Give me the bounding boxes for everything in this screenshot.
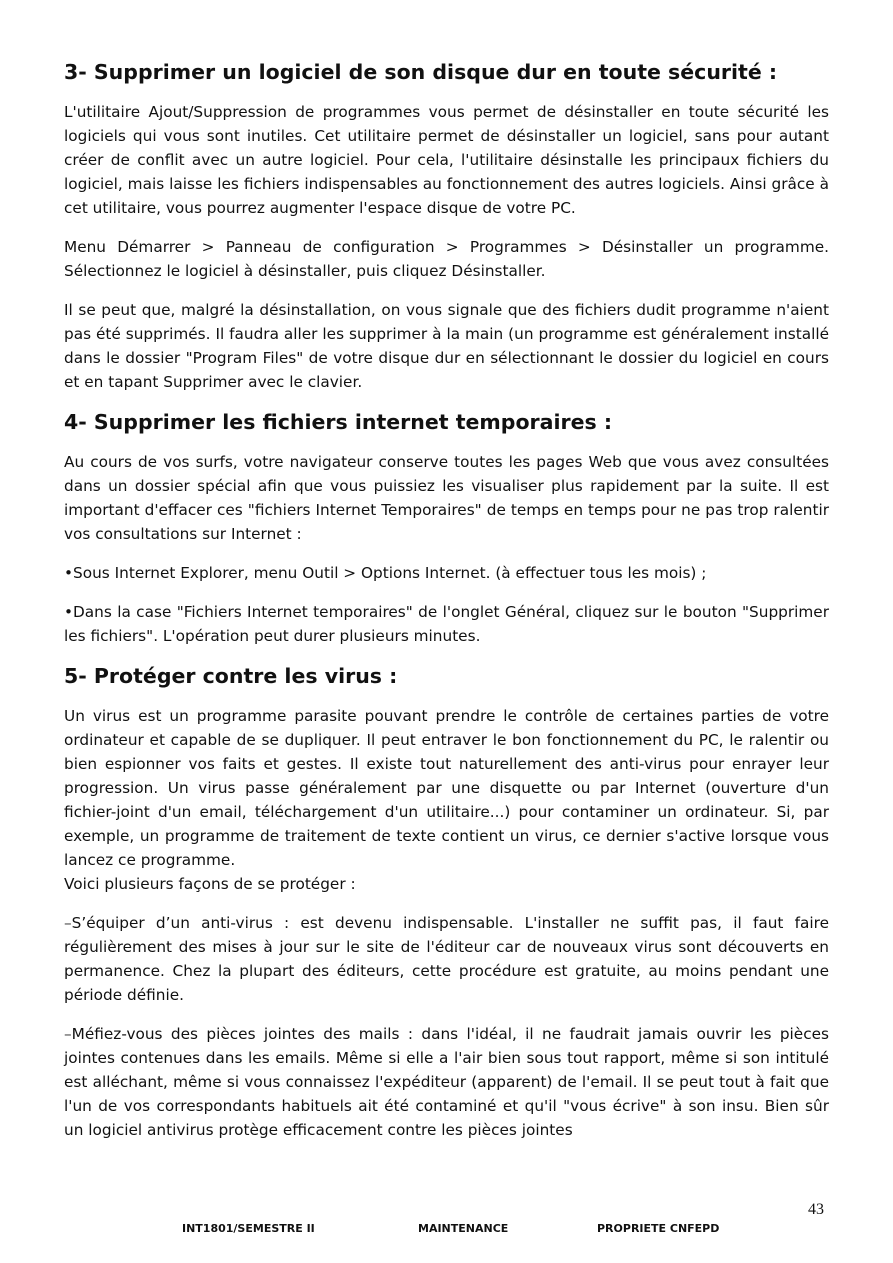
paragraph: Menu Démarrer > Panneau de configuration > Programmes > Désinstaller un programme. Sélectionnez le logiciel à désinstaller, puis cliquez Désinstaller. bbox=[64, 238, 829, 280]
paragraph: Voici plusieurs façons de se protéger : bbox=[64, 875, 356, 893]
paragraph: Il se peut que, malgré la désinstallation, on vous signale que des fichiers dudit programme n'aient pas été supprimés. Il faudra aller les supprimer à la main (un programme est généralement installé dans le dossier "Program Files" de votre disque dur en sélectionnant le dossier du logiciel en cours et en tapant Supprimer avec le clavier. bbox=[64, 301, 829, 391]
section-heading: 5- Protéger contre les virus : bbox=[64, 664, 398, 688]
page-footer bbox=[0, 1218, 893, 1238]
dash-item bbox=[64, 1022, 829, 1142]
section-uninstall-software bbox=[64, 58, 829, 394]
section-temp-internet-files bbox=[64, 408, 829, 648]
bullet-text: Sous Internet Explorer, menu Outil > Options Internet. (à effectuer tous les mois) ; bbox=[73, 564, 707, 582]
footer-subject: MAINTENANCE bbox=[418, 1222, 509, 1235]
section-heading: 3- Supprimer un logiciel de son disque dur en toute sécurité : bbox=[64, 60, 778, 84]
bullet-icon bbox=[64, 564, 73, 582]
bullet-item bbox=[64, 561, 829, 585]
dash-icon bbox=[64, 914, 72, 932]
dash-icon bbox=[64, 1025, 72, 1043]
bullet-item bbox=[64, 600, 829, 648]
footer-course-code: INT1801/SEMESTRE II bbox=[182, 1222, 315, 1235]
bullet-text: Dans la case "Fichiers Internet temporaires" de l'onglet Général, cliquez sur le bouton "Supprimer les fichiers". L'opération peut durer plusieurs minutes. bbox=[64, 603, 829, 645]
footer-owner: PROPRIETE CNFEPD bbox=[597, 1222, 720, 1235]
dash-item bbox=[64, 911, 829, 1007]
paragraph: Un virus est un programme parasite pouvant prendre le contrôle de certaines parties de votre ordinateur et capable de se dupliquer. Il peut entraver le bon fonctionnement du PC, le ralentir ou bien espionner vos faits et gestes. Il existe tout naturellement des anti-virus pour enrayer leur progression. Un virus passe généralement par une disquette ou par Internet (ouverture d'un fichier-joint d'un email, téléchargement d'un utilitaire...) pour contaminer un ordinateur. Si, par exemple, un programme de traitement de texte contient un virus, ce dernier s'active lorsque vous lancez ce programme. bbox=[64, 707, 829, 869]
document-page bbox=[64, 58, 829, 1142]
page-number: 43 bbox=[808, 1201, 824, 1218]
dash-text: Méfiez-vous des pièces jointes des mails : dans l'idéal, il ne faudrait jamais ouvrir les pièces jointes contenues dans les emails. Même si elle a l'air bien sous tout rapport, même si son intitulé est alléchant, même si vous connaissez l'expéditeur (apparent) de l'email. Il se peut tout à fait que l'un de vos correspondants habituels ait été contaminé et qu'il "vous écrive" à son insu. Bien sûr un logiciel antivirus protège efficacement contre les pièces jointes bbox=[64, 1025, 829, 1139]
dash-text: S’équiper d’un anti-virus : est devenu indispensable. L'installer ne suffit pas, il faut faire régulièrement des mises à jour sur le site de l'éditeur car de nouveaux virus sont découverts en permanence. Chez la plupart des éditeurs, cette procédure est gratuite, au moins pendant une période définie. bbox=[64, 914, 829, 1004]
paragraph: Au cours de vos surfs, votre navigateur conserve toutes les pages Web que vous avez consultées dans un dossier spécial afin que vous puissiez les visualiser plus rapidement par la suite. Il est important d'effacer ces "fichiers Internet Temporaires" de temps en temps pour ne pas trop ralentir vos consultations sur Internet : bbox=[64, 453, 829, 543]
bullet-icon bbox=[64, 603, 73, 621]
section-virus-protection bbox=[64, 662, 829, 1142]
paragraph: L'utilitaire Ajout/Suppression de programmes vous permet de désinstaller en toute sécurité les logiciels qui vous sont inutiles. Cet utilitaire permet de désinstaller un logiciel, sans pour autant créer de conflit avec un autre logiciel. Pour cela, l'utilitaire désinstalle les principaux fichiers du logiciel, mais laisse les fichiers indispensables au fonctionnement des autres logiciels. Ainsi grâce à cet utilitaire, vous pourrez augmenter l'espace disque de votre PC. bbox=[64, 103, 829, 217]
section-heading: 4- Supprimer les fichiers internet temporaires : bbox=[64, 410, 613, 434]
